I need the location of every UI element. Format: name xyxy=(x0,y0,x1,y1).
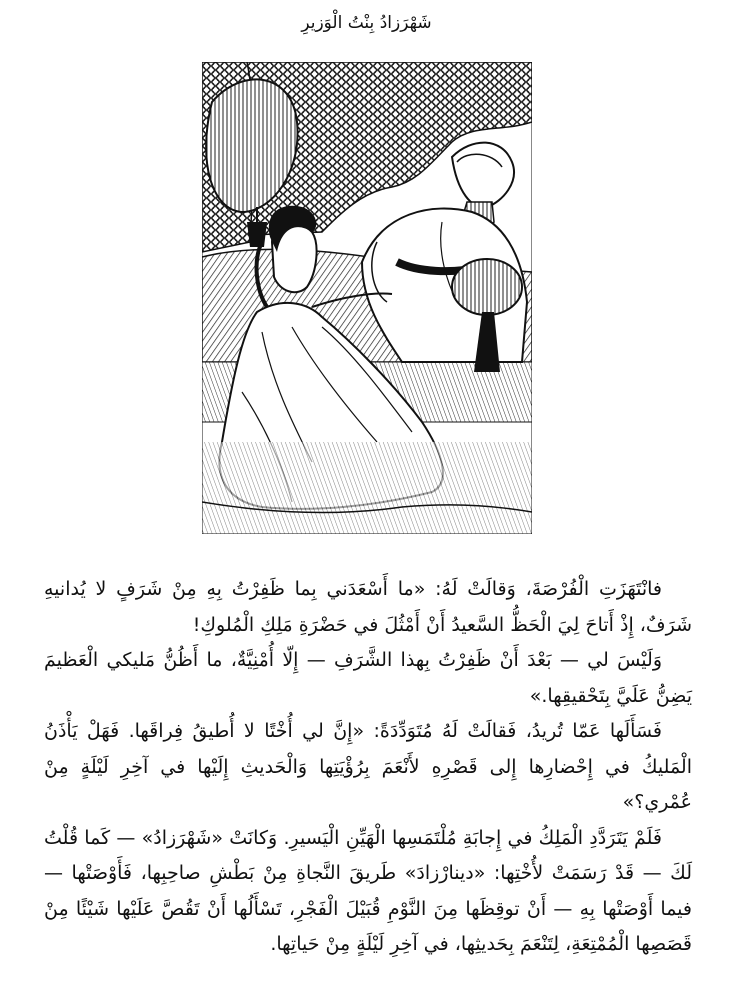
paragraph: وَلَيْسَ لي — بَعْدَ أَنْ ظَفِرْتُ بِهذا الشَّرَفِ — إِلّا أُمْنِيَّةٌ، ما أَظُنُّ مَليكي الْعَظيمَ يَضِنُّ عَلَيَّ بِتَحْقيقِها.» xyxy=(44,649,692,707)
paragraph: فانْتَهَزَتِ الْفُرْصَةَ، وَقالَتْ لَهُ: «ما أَسْعَدَني بِما ظَفِرْتُ بِهِ مِنْ شَرَفٍ لا يُدانيهِ شَرَفٌ، إِذْ أَتاحَ لِيَ الْحَظُّ السَّعيدُ أَنْ أَمْثُلَ في حَضْرَةِ مَلِكِ الْمُلوكِ! xyxy=(44,578,692,636)
paragraph: فَسَأَلَها عَمّا تُريدُ، فَقالَتْ لَهُ مُتَوَدِّدَةً: «إِنَّ لي أُخْتًا لا أُطيقُ فِراقَها. فَهَلْ يَأْذَنُ الْمَليكُ في إِحْضارِها إِلى قَصْرِهِ لأَنْعَمَ بِرُؤْيَتِها وَالْحَديثِ إِلَيْها في آخِرِ لَيْلَةٍ مِنْ عُمْري؟» xyxy=(44,720,692,813)
illustration-drawing xyxy=(202,62,532,534)
floor xyxy=(202,442,532,534)
illustration-figure xyxy=(202,62,532,534)
paragraph: فَلَمْ يَتَرَدَّدِ الْمَلِكُ في إِجابَةِ مُلْتَمَسِها الْهَيِّنِ الْيَسيرِ. وَكانَتْ «شَهْرَزادُ» — كَما قُلْتُ لَكَ — قَدْ رَسَمَتْ لأُخْتِها: «دينارْزادَ» طَريقَ النَّجاةِ مِنْ بَطْشِ صاحِبِها، فَأَوْصَتْها — فيما أَوْصَتْها بِهِ — أَنْ توقِظَها مِنَ النَّوْمِ قُبَيْلَ الْفَجْرِ، تَسْأَلُها أَنْ تَقُصَّ عَلَيْها شَيْئًا مِنْ قَصَصِها الْمُمْتِعَةِ، لِتَنْعَمَ بِحَديثِها، في آخِرِ لَيْلَةٍ مِنْ حَياتِها. xyxy=(44,826,692,955)
round-cushion xyxy=(452,259,522,315)
running-title: شَهْرَزادُ بِنْتُ الْوَزيرِ xyxy=(301,13,432,33)
tassel xyxy=(247,222,267,247)
story-text xyxy=(44,572,692,963)
